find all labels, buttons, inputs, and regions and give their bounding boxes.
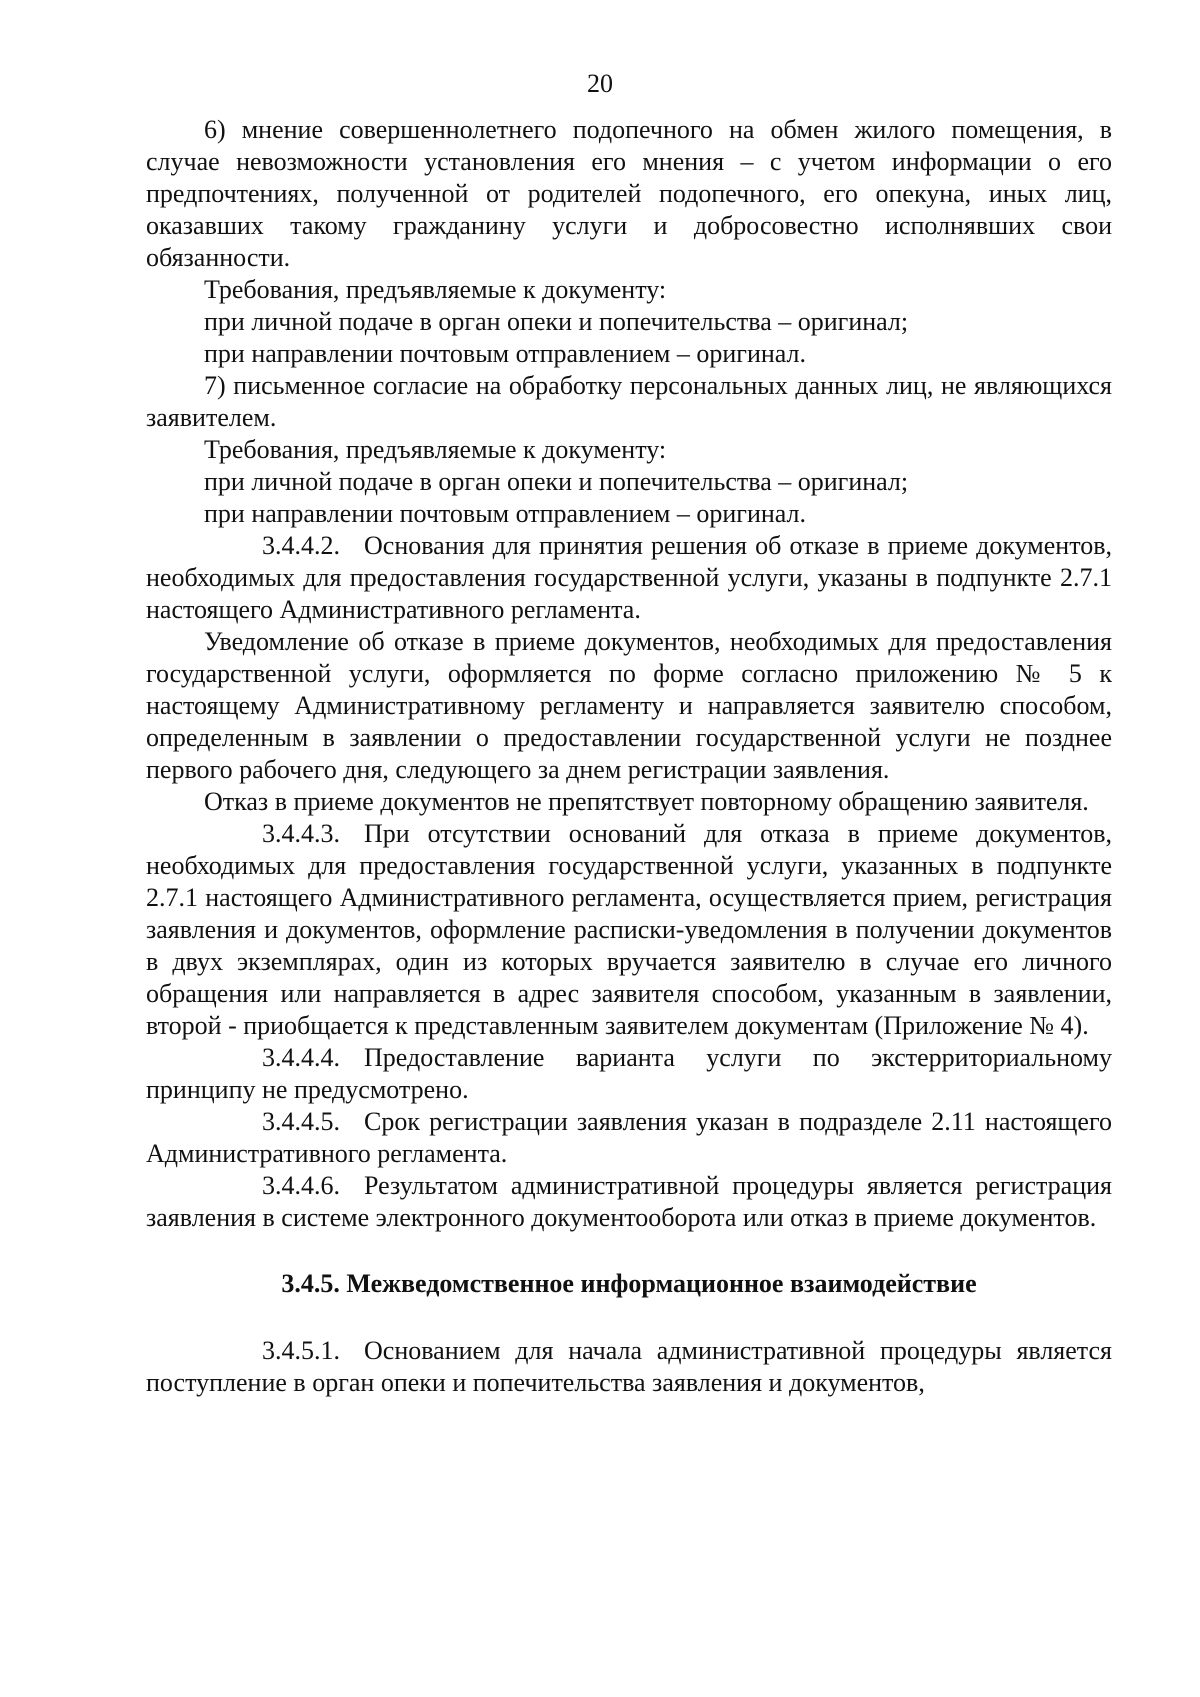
requirement-postal: при направлении почтовым отправлением – оригинал. <box>204 499 807 528</box>
requirement-personal: при личной подаче в орган опеки и попечительства – оригинал; <box>204 307 909 336</box>
paragraph-refusal: Отказ в приеме документов не препятствует повторному обращению заявителя. <box>204 787 1089 816</box>
section-text: Срок регистрации заявления указан в подразделе 2.11 настоящего Административного регламента. <box>146 1107 1112 1168</box>
requirement-postal: при направлении почтовым отправлением – оригинал. <box>204 339 807 368</box>
section-text: Предоставление варианта услуги по экстерриториальному принципу не предусмотрено. <box>146 1043 1112 1104</box>
section-3-4-4-3 <box>146 818 1112 1042</box>
requirements-title: Требования, предъявляемые к документу: <box>204 435 667 464</box>
section-text: Основанием для начала административной процедуры является поступление в орган опеки и попечительства заявления и документов, <box>146 1336 1112 1397</box>
section-3-4-4-2 <box>146 530 1112 626</box>
section-3-4-4-5 <box>146 1106 1112 1170</box>
requirements-title: Требования, предъявляемые к документу: <box>204 275 667 304</box>
requirement-personal: при личной подаче в орган опеки и попечительства – оригинал; <box>204 467 909 496</box>
document-body <box>146 114 1112 1399</box>
section-number: 3.4.5.1. <box>262 1336 340 1365</box>
section-text: При отсутствии оснований для отказа в приеме документов, необходимых для предоставления государственной услуги, указанных в подпункте 2.7.1 настоящего Административного регламента, осуществляется прием, регистрация заявления и документов, оформление расписки-уведомления в получении документов в двух экземплярах, один из которых вручается заявителю в случае его личного обращения или направляется в адрес заявителя способом, указанным в заявлении, второй - приобщается к представленным заявителем документам (Приложение № 4). <box>146 819 1112 1040</box>
paragraph-notice: Уведомление об отказе в приеме документов, необходимых для предоставления государственной услуги, оформляется по форме согласно приложению № 5 к настоящему Административному регламенту и направляется заявителю способом, определенным в заявлении о предоставлении государственной услуги не позднее первого рабочего дня, следующего за днем регистрации заявления. <box>146 627 1112 784</box>
paragraph-item-6: 6) мнение совершеннолетнего подопечного на обмен жилого помещения, в случае невозможности установления его мнения – с учетом информации о его предпочтениях, полученной от родителей подопечного, его опекуна, иных лиц, оказавших такому гражданину услуги и добросовестно исполнявших свои обязанности. <box>146 115 1112 272</box>
section-3-4-4-4 <box>146 1042 1112 1106</box>
section-heading-3-4-5: 3.4.5. Межведомственное информационное взаимодействие <box>281 1269 977 1298</box>
section-text: Основания для принятия решения об отказе в приеме документов, необходимых для предоставления государственной услуги, указаны в подпункте 2.7.1 настоящего Административного регламента. <box>146 531 1112 624</box>
paragraph-item-7: 7) письменное согласие на обработку персональных данных лиц, не являющихся заявителем. <box>146 371 1112 432</box>
section-number: 3.4.4.4. <box>262 1043 340 1072</box>
section-number: 3.4.4.5. <box>262 1107 340 1136</box>
section-3-4-5-1 <box>146 1335 1112 1399</box>
section-3-4-4-6 <box>146 1170 1112 1234</box>
section-number: 3.4.4.3. <box>262 819 340 848</box>
page-number: 20 <box>587 69 613 98</box>
section-number: 3.4.4.6. <box>262 1171 340 1200</box>
section-number: 3.4.4.2. <box>262 531 340 560</box>
section-text: Результатом административной процедуры является регистрация заявления в системе электронного документооборота или отказ в приеме документов. <box>146 1171 1112 1232</box>
